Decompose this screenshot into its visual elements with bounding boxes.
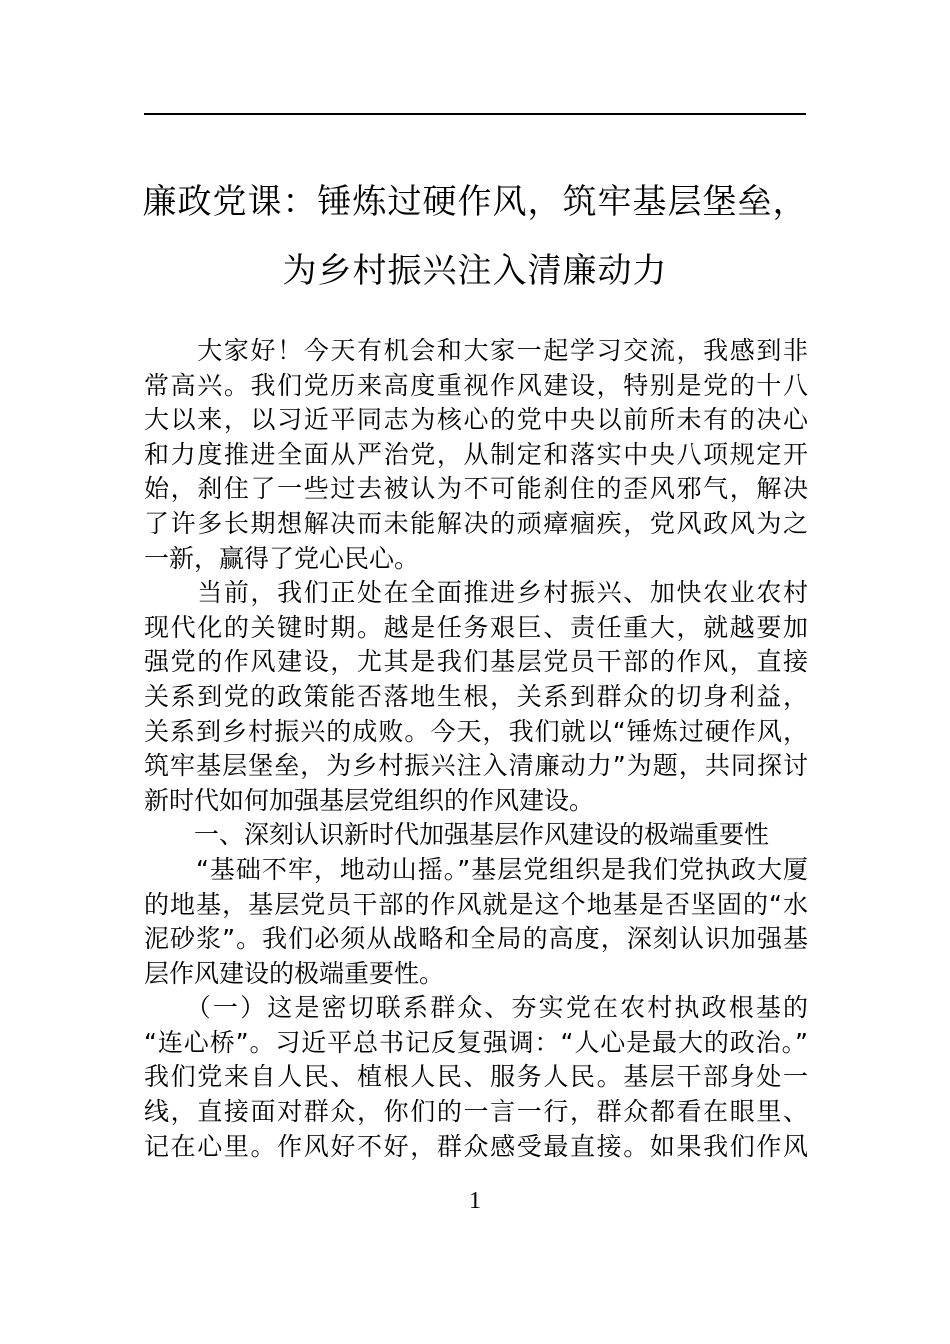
body-line: “基础不牢，地动山摇。”基层党组织是我们党执政大厦 bbox=[144, 854, 808, 884]
body-line: 线，直接面对群众，你们的一言一行，群众都看在眼里、 bbox=[144, 1097, 808, 1127]
body-line: 记在心里。作风好不好，群众感受最直接。如果我们作风 bbox=[144, 1131, 808, 1161]
title-line-2: 为乡村振兴注入清廉动力 bbox=[282, 251, 668, 291]
body-line: 筑牢基层堡垒，为乡村振兴注入清廉动力”为题，共同探讨 bbox=[144, 751, 808, 781]
body-line: 了许多长期想解决而未能解决的顽瘴痼疾，党风政风为之 bbox=[144, 508, 808, 538]
body-line: 层作风建设的极端重要性。 bbox=[144, 958, 445, 988]
body-line: 泥砂浆”。我们必须从战略和全局的高度，深刻认识加强基 bbox=[144, 924, 808, 954]
body-line: （一）这是密切联系群众、夯实党在农村执政根基的 bbox=[144, 993, 808, 1023]
body-line: 常高兴。我们党历来高度重视作风建设，特别是党的十八 bbox=[144, 370, 808, 400]
section-heading: 一、深刻认识新时代加强基层作风建设的极端重要性 bbox=[144, 820, 770, 850]
title-line-1: 廉政党课：锤炼过硬作风，筑牢基层堡垒， bbox=[142, 182, 808, 222]
body-line: 大以来，以习近平同志为核心的党中央以前所未有的决心 bbox=[144, 405, 808, 435]
header-rule bbox=[144, 113, 806, 115]
page-number: 1 bbox=[469, 1188, 481, 1214]
body-line: 一新，赢得了党心民心。 bbox=[144, 543, 420, 573]
body-line: 关系到乡村振兴的成败。今天，我们就以“锤炼过硬作风， bbox=[144, 716, 808, 746]
body-line: 我们党来自人民、植根人民、服务人民。基层干部身处一 bbox=[144, 1062, 808, 1092]
body-line: “连心桥”。习近平总书记反复强调：“人心是最大的政治。” bbox=[144, 1027, 808, 1057]
body-line: 关系到党的政策能否落地生根，关系到群众的切身利益， bbox=[144, 681, 808, 711]
body-line: 强党的作风建设，尤其是我们基层党员干部的作风，直接 bbox=[144, 647, 808, 677]
body-line: 大家好！今天有机会和大家一起学习交流，我感到非 bbox=[144, 336, 808, 365]
body-line: 的地基，基层党员干部的作风就是这个地基是否坚固的“水 bbox=[144, 889, 808, 919]
body-text bbox=[144, 334, 808, 1164]
body-line: 新时代如何加强基层党组织的作风建设。 bbox=[144, 785, 595, 815]
body-line: 和力度推进全面从严治党，从制定和落实中央八项规定开 bbox=[144, 439, 808, 469]
body-line: 始，刹住了一些过去被认为不可能刹住的歪风邪气，解决 bbox=[144, 474, 808, 504]
body-line: 现代化的关键时期。越是任务艰巨、责任重大，就越要加 bbox=[144, 612, 808, 642]
body-line: 当前，我们正处在全面推进乡村振兴、加快农业农村 bbox=[144, 578, 808, 608]
